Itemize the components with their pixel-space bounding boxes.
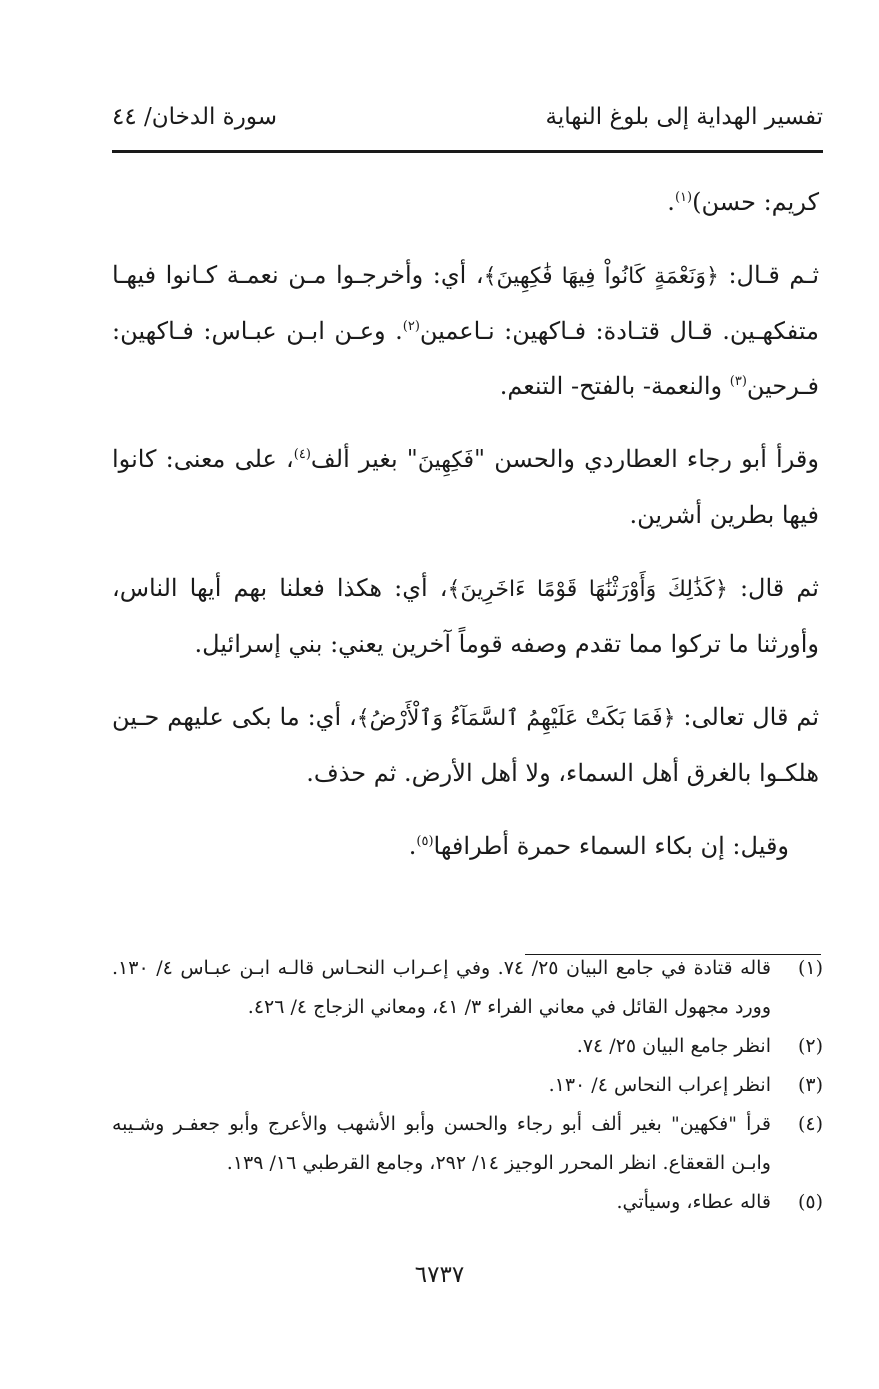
- footnote-number: (٥): [797, 1191, 823, 1213]
- surah-label: سورة الدخان/ ٤٤: [112, 104, 277, 130]
- quran-verse: ﴿فَمَا بَكَتْ عَلَيْهِمُ ٱلسَّمَآءُ وَٱلْأَرْضُ﴾: [356, 706, 676, 731]
- paragraph-1: كريم: حسن)$^{(١)}$.: [667, 188, 819, 216]
- footnote-number: (٣): [797, 1074, 823, 1096]
- footnote-ref-1: (١): [674, 190, 693, 205]
- quran-verse: ﴿كَذَٰلِكَ وَأَوْرَثْنَٰهَا قَوْمًا ءَاخَرِينَ﴾: [447, 577, 728, 602]
- footnotes: [112, 949, 823, 1222]
- paragraph-3: وقرأ أبو رجاء العطاردي والحسن "فَكِهِينَ" بغير ألف$^{(٤)}$، على معنى: كانوا فيها بطرين أشرين.: [112, 445, 819, 529]
- paragraph-5: ثم قال تعالى: ﴿فَمَا بَكَتْ عَلَيْهِمُ ٱلسَّمَآءُ وَٱلْأَرْضُ﴾، أي: ما بكى عليهم حـين هلكـوا بالغرق أهل السماء، ولا أهل الأرض. ثم حذف.: [112, 703, 819, 787]
- paragraph-6: وقيل: إن بكاء السماء حمرة أطرافها$^{(٥)}$.: [408, 832, 789, 860]
- footnote-text: قرأ "فكهين" بغير ألف أبو رجاء والحسن وأبو الأشهب والأعرج وأبو جعفـر وشـيبه وابـن القعقاع. انظر المحرر الوجيز ١٤/ ٢٩٢، وجامع القرطبي ١٦/ ١٣٩.: [112, 1113, 771, 1174]
- footnote-text: قاله قتادة في جامع البيان ٢٥/ ٧٤. وفي إعـراب النحـاس قالـه ابـن عبـاس ٤/ ١٣٠. وورد مجهول القائل في معاني الفراء ٣/ ٤١، ومعاني الزجاج ٤/ ٤٢٦.: [112, 957, 771, 1018]
- header-divider: [112, 150, 823, 153]
- footnote-number: (١): [797, 957, 823, 979]
- footnote-number: (٢): [797, 1035, 823, 1057]
- main-text: [112, 175, 819, 892]
- book-title: تفسير الهداية إلى بلوغ النهاية: [545, 104, 823, 130]
- footnote-ref-4: (٤): [293, 447, 311, 462]
- footnote-2: [112, 1027, 823, 1066]
- footnote-ref-3: (٣): [729, 374, 747, 389]
- quran-verse: ﴿وَنَعْمَةٍ كَانُواْ فِيهَا فَٰكِهِينَ﴾: [483, 264, 719, 289]
- footnote-number: (٤): [797, 1113, 823, 1135]
- running-header: [112, 104, 823, 144]
- paragraph-2: ثـم قـال: ﴿وَنَعْمَةٍ كَانُواْ فِيهَا فَٰكِهِينَ﴾، أي: وأخرجـوا مـن نعمـة كـانوا فيهـا متفكهـين. قـال قتـادة: فـاكهين: نـاعمين$^{(٢)}$. وعـن ابـن عبـاس: فـاكهين: فـرحين$^{(٣)}$ والنعمة- بالفتح- التنعم.: [112, 261, 820, 400]
- footnote-5: [112, 1183, 823, 1222]
- footnote-3: [112, 1066, 823, 1105]
- footnote-text: انظر إعراب النحاس ٤/ ١٣٠.: [548, 1074, 771, 1096]
- quran-word: فَكِهِينَ: [417, 448, 475, 473]
- page-number: ٦٧٣٧: [414, 1262, 465, 1288]
- footnote-text: قاله عطاء، وسيأتي.: [616, 1191, 771, 1213]
- footnote-1: [112, 949, 823, 1027]
- footnote-ref-2: (٢): [402, 319, 420, 334]
- footnote-text: انظر جامع البيان ٢٥/ ٧٤.: [576, 1035, 771, 1057]
- footnote-4: [112, 1105, 823, 1183]
- footnote-ref-5: (٥): [416, 834, 434, 849]
- paragraph-4: ثم قال: ﴿كَذَٰلِكَ وَأَوْرَثْنَٰهَا قَوْمًا ءَاخَرِينَ﴾، أي: هكذا فعلنا بهم أيها الناس، وأورثنا ما تركوا مما تقدم وصفه قوماً آخرين يعني: بني إسرائيل.: [112, 574, 819, 658]
